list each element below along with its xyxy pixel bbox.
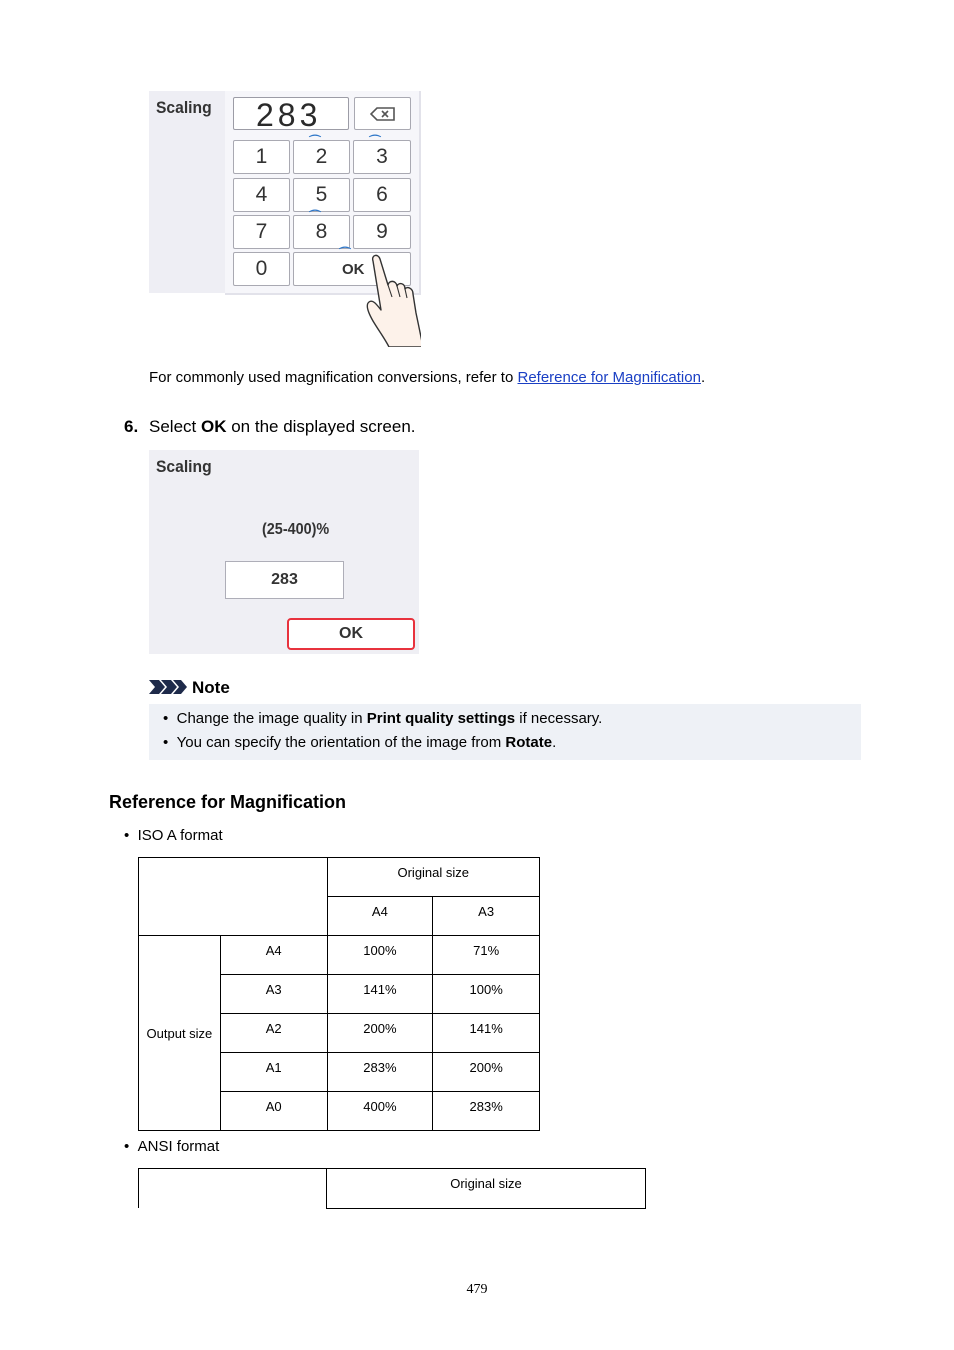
reference-suffix: . [700, 369, 706, 386]
key-5[interactable]: 5 [293, 178, 350, 212]
iso-col-header-a4: A4 [327, 897, 433, 936]
iso-col-header-a3: A3 [433, 897, 540, 936]
iso-row-size-a0: A0 [220, 1092, 327, 1131]
tap-indicator-2: ⌒ [309, 134, 322, 148]
iso-cell: 400% [327, 1092, 433, 1131]
confirm-screen-title: Scaling [156, 457, 212, 476]
step-instruction [149, 417, 416, 437]
note-heading-text: Note [192, 678, 230, 697]
reference-prefix: For commonly used magnification conversions, refer to [149, 369, 518, 386]
iso-cell: 141% [433, 1014, 540, 1053]
iso-row-size-a3: A3 [220, 975, 327, 1014]
note-item1-suffix: if necessary. [515, 710, 603, 727]
key-8[interactable]: 8 [293, 215, 350, 249]
iso-cell: 283% [327, 1053, 433, 1092]
ansi-original-size-header: Original size [327, 1169, 646, 1209]
tap-indicator-ok: ⌒ [339, 246, 352, 260]
iso-row-size-a2: A2 [220, 1014, 327, 1053]
iso-magnification-table [138, 857, 540, 1131]
keypad-left-panel [149, 91, 225, 293]
step-ok-emphasis: OK [200, 417, 227, 436]
iso-original-size-header: Original size [327, 858, 539, 897]
iso-cell: 283% [433, 1092, 540, 1131]
note-item1-bold: Print quality settings [366, 710, 516, 727]
backspace-button[interactable] [354, 97, 411, 130]
confirm-screenshot [149, 450, 419, 654]
tap-indicator-3: ⌒ [369, 134, 382, 148]
tap-indicator-8: ⌒ [309, 209, 322, 223]
ansi-table-left-border [138, 1168, 139, 1208]
note-item1-prefix: Change the image quality in [176, 710, 367, 727]
keypad-ok-button[interactable]: OK [293, 252, 411, 286]
note-bullet-1: • [163, 710, 169, 727]
keypad-screen-title: Scaling [156, 98, 212, 117]
note-arrows-icon [149, 679, 189, 695]
iso-table-corner [139, 858, 328, 936]
key-9[interactable]: 9 [353, 215, 411, 249]
iso-format-label [124, 827, 223, 844]
step-number: 6. [124, 417, 139, 436]
keypad-screenshot [149, 91, 421, 347]
note-item2-suffix: . [552, 734, 557, 751]
pointing-hand-icon [359, 247, 421, 347]
confirm-ok-button[interactable]: OK [287, 618, 415, 650]
scaling-value-display [233, 97, 349, 133]
key-0[interactable]: 0 [233, 252, 290, 286]
note-heading [149, 678, 230, 698]
reference-for-magnification-link[interactable]: Reference for Magnification [517, 369, 701, 386]
iso-format-text: ISO A format [137, 827, 223, 844]
ansi-bullet: • [124, 1138, 130, 1155]
section-title: Reference for Magnification [109, 792, 347, 812]
ansi-table-top-border [138, 1168, 327, 1169]
iso-bullet: • [124, 827, 130, 844]
iso-cell: 200% [433, 1053, 540, 1092]
step-suffix: on the displayed screen. [226, 417, 416, 436]
note-item-rotate [163, 734, 556, 751]
key-2[interactable]: 2 [293, 140, 350, 174]
ansi-format-text: ANSI format [137, 1138, 220, 1155]
iso-cell: 100% [433, 975, 540, 1014]
key-4[interactable]: 4 [233, 178, 290, 212]
note-bullet-2: • [163, 734, 169, 751]
scaling-value-field[interactable]: 283 [225, 561, 344, 599]
magnification-reference-text [149, 369, 705, 386]
scaling-value-text: 283 [256, 97, 322, 133]
key-1[interactable]: 1 [233, 140, 290, 174]
iso-row-size-a4: A4 [220, 936, 327, 975]
step-prefix: Select [149, 417, 201, 436]
note-item-print-quality [163, 710, 602, 727]
key-7[interactable]: 7 [233, 215, 290, 249]
note-item2-bold: Rotate [505, 734, 553, 751]
note-box [149, 704, 861, 760]
ansi-magnification-table [326, 1168, 646, 1209]
ansi-format-label [124, 1138, 219, 1155]
iso-cell: 200% [327, 1014, 433, 1053]
backspace-icon [370, 107, 396, 121]
scaling-range-label: (25-400)% [262, 521, 330, 538]
iso-cell: 141% [327, 975, 433, 1014]
iso-cell: 71% [433, 936, 540, 975]
iso-row-size-a1: A1 [220, 1053, 327, 1092]
key-6[interactable]: 6 [353, 178, 411, 212]
page-number: 479 [466, 1282, 488, 1297]
key-3[interactable]: 3 [353, 140, 411, 174]
note-item2-prefix: You can specify the orientation of the image from [176, 734, 506, 751]
iso-output-size-header: Output size [139, 936, 221, 1131]
iso-cell: 100% [327, 936, 433, 975]
